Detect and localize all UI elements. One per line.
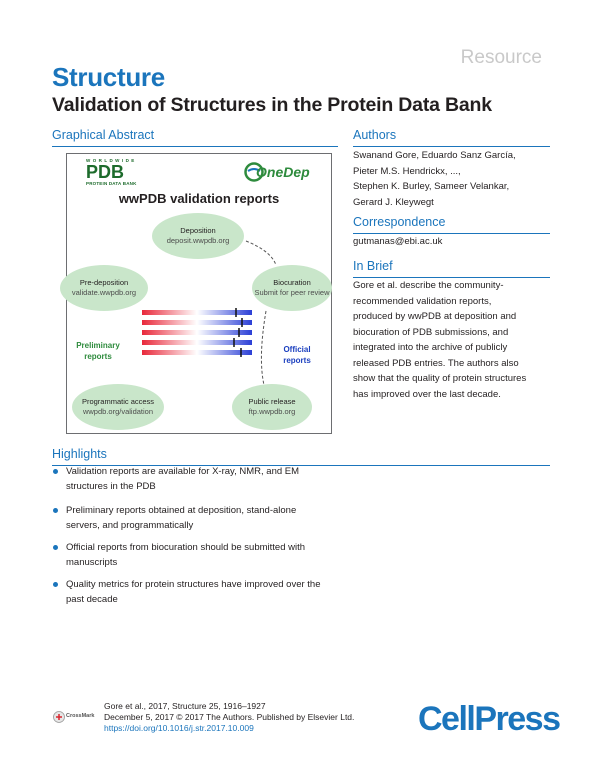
bullet-icon (53, 545, 58, 550)
bullet-icon (53, 469, 58, 474)
in-brief-heading: In Brief (353, 259, 393, 273)
in-brief-line: show that the quality of protein structures (353, 373, 527, 384)
pdb-logo-word: PDB (86, 162, 125, 182)
cellpress-logo: CellPress (418, 700, 560, 738)
correspondence-heading: Correspondence (353, 215, 446, 229)
deposition-url: deposit.wwpdb.org (166, 236, 230, 245)
author-line: Swanand Gore, Eduardo Sanz García, (353, 150, 516, 161)
crossmark-icon (53, 711, 65, 723)
figure-title: wwPDB validation reports (118, 191, 280, 206)
author-line: Pieter M.S. Hendrickx, ..., (353, 165, 461, 177)
pdb-logo-bottom-text: PROTEIN DATA BANK (86, 181, 137, 186)
citation-footer (104, 701, 354, 734)
author-line: Stephen K. Burley, Sameer Velankar, (353, 181, 510, 192)
highlight-line: Validation reports are available for X-ray, NMR, and EM (66, 466, 300, 477)
in-brief-line: has improved over the last decade. (353, 388, 501, 400)
journal-name: Structure (52, 62, 165, 92)
highlight-line: structures in the PDB (66, 481, 156, 492)
arrow-deposition-to-biocuration (246, 241, 276, 265)
correspondence-email[interactable]: gutmanas@ebi.ac.uk (353, 236, 443, 247)
date-license-line: December 5, 2017 © 2017 The Authors. Published by Elsevier Ltd. (104, 712, 355, 722)
pre-deposition-name: Pre-deposition (79, 278, 129, 287)
in-brief-line: Gore et al. describe the community- (353, 280, 504, 291)
authors-rule (353, 146, 550, 147)
authors-list (353, 148, 550, 210)
programmatic-access-url: wwpdb.org/validation (82, 407, 154, 416)
graphical-abstract-heading: Graphical Abstract (52, 128, 155, 142)
onedep-logo-text: OneDep (256, 164, 310, 180)
highlight-line: past decade (66, 594, 118, 605)
crossmark-logo[interactable] (53, 711, 99, 723)
flow-arrows (66, 153, 332, 433)
preliminary-reports-label (70, 340, 126, 362)
biocuration-name: Biocuration (273, 278, 311, 287)
highlight-item (66, 577, 356, 607)
in-brief-line: released PDB entries. The authors also (353, 357, 519, 369)
pre-deposition-url: validate.wwpdb.org (71, 288, 137, 297)
arrow-biocuration-to-release (261, 311, 266, 385)
article-title: Validation of Structures in the Protein Data Bank (52, 94, 492, 116)
official-label-line: Official (283, 345, 311, 354)
highlight-item (66, 540, 356, 570)
programmatic-access-name: Programmatic access (81, 397, 155, 406)
graphical-abstract-rule (52, 146, 338, 147)
deposition-name: Deposition (180, 226, 216, 235)
preliminary-label-line: Preliminary (76, 341, 120, 350)
highlight-item (66, 503, 356, 533)
article-type-label: Resource (460, 47, 542, 68)
bullet-icon (53, 508, 58, 513)
citation-line: Gore et al., 2017, Structure 25, 1916–1927 (104, 701, 266, 711)
pdb-logo-top-text: W O R L D W I D E (86, 158, 135, 163)
highlight-line: servers, and programmatically (66, 520, 194, 531)
preliminary-label-line: reports (84, 352, 112, 361)
crossmark-text: CrossMark (66, 713, 95, 719)
highlights-heading: Highlights (52, 447, 107, 461)
official-label-line: reports (283, 356, 311, 365)
highlight-line: Preliminary reports obtained at deposition, stand-alone (66, 505, 297, 516)
official-reports-label (272, 344, 322, 366)
highlight-line: Official reports from biocuration should be submitted with (66, 542, 306, 553)
in-brief-line: biocuration of PDB submissions, and (353, 326, 509, 338)
bullet-icon (53, 582, 58, 587)
in-brief-line: integrated into the archive of publicly (353, 342, 508, 353)
in-brief-line: produced by wwPDB at deposition and (353, 311, 517, 322)
highlight-line: Quality metrics for protein structures have improved over the (66, 579, 321, 590)
in-brief-line: recommended validation reports, (353, 295, 492, 307)
highlight-item (66, 464, 356, 494)
in-brief-text (353, 278, 550, 402)
doi-link[interactable]: https://doi.org/10.1016/j.str.2017.10.009 (104, 723, 254, 733)
public-release-name: Public release (248, 397, 296, 406)
biocuration-url: Submit for peer review (254, 288, 330, 297)
authors-heading: Authors (353, 128, 397, 142)
public-release-url: ftp.wwpdb.org (248, 407, 296, 416)
highlight-line: manuscripts (66, 557, 118, 568)
author-line: Gerard J. Kleywegt (353, 196, 434, 208)
